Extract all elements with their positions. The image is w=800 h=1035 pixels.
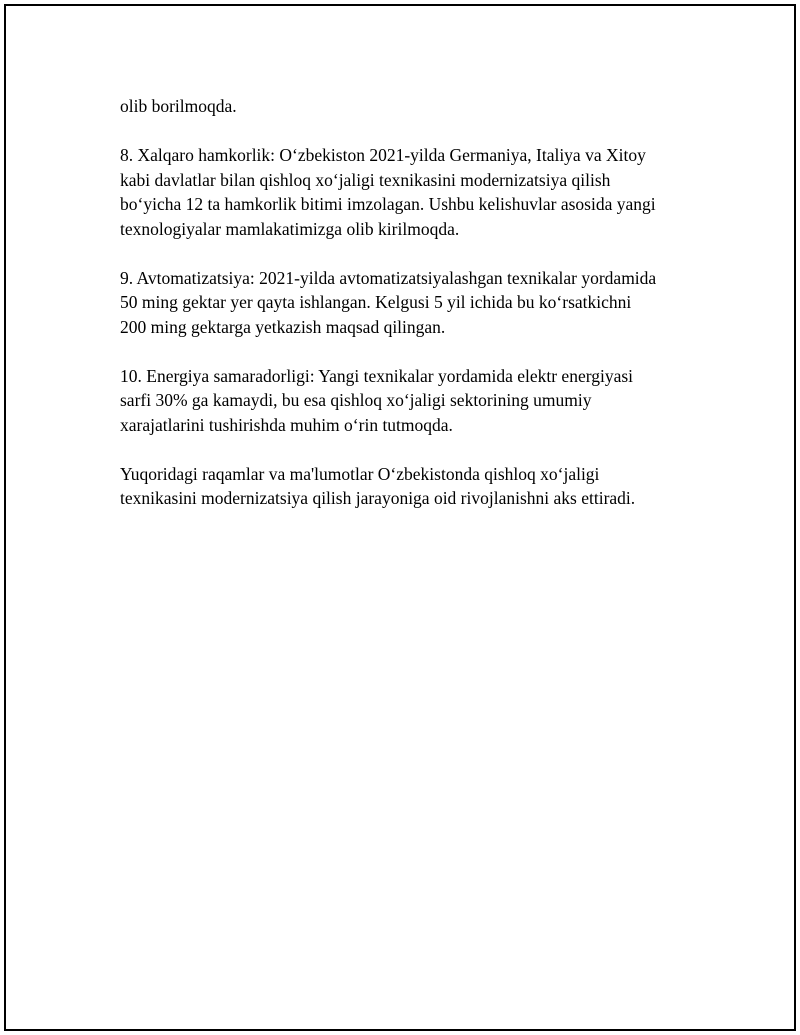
text-line: texnikasini modernizatsiya qilish jarayoniga oid rivojlanishni aks ettiradi. xyxy=(120,488,636,508)
text-line: 200 ming gektarga yetkazish maqsad qilingan. xyxy=(120,316,446,337)
paragraph-energy-efficiency xyxy=(120,364,700,438)
paragraph-conclusion xyxy=(120,462,700,511)
text-line: sarfi 30% ga kamaydi, bu esa qishloq xo‘jaligi sektorining umumiy xyxy=(120,390,592,410)
text-line: Yuqoridagi raqamlar va ma'lumotlar O‘zbekistonda qishloq xo‘jaligi xyxy=(120,463,600,484)
text-line: xarajatlarini tushirishda muhim o‘rin tutmoqda. xyxy=(120,414,453,435)
text-line: 10. Energiya samaradorligi: Yangi texnikalar yordamida elektr energiyasi xyxy=(120,365,634,386)
text-line: 9. Avtomatizatsiya: 2021-yilda avtomatizatsiyalashgan texnikalar yordamida xyxy=(120,267,657,288)
document-body xyxy=(120,94,700,535)
text-line: kabi davlatlar bilan qishloq xo‘jaligi texnikasini modernizatsiya qilish xyxy=(120,169,611,190)
paragraph-international-cooperation xyxy=(120,143,700,241)
text-line: bo‘yicha 12 ta hamkorlik bitimi imzolagan. Ushbu kelishuvlar asosida yangi xyxy=(120,194,656,214)
text-line: 8. Xalqaro hamkorlik: O‘zbekiston 2021-yilda Germaniya, Italiya va Xitoy xyxy=(120,145,646,165)
text-line: 50 ming gektar yer qayta ishlangan. Kelgusi 5 yil ichida bu ko‘rsatkichni xyxy=(120,292,632,312)
page-frame xyxy=(4,4,796,1031)
paragraph-continuation xyxy=(120,94,700,119)
paragraph-automation xyxy=(120,266,700,340)
text-line: olib borilmoqda. xyxy=(120,96,237,116)
text-line: texnologiyalar mamlakatimizga olib kirilmoqda. xyxy=(120,218,460,239)
